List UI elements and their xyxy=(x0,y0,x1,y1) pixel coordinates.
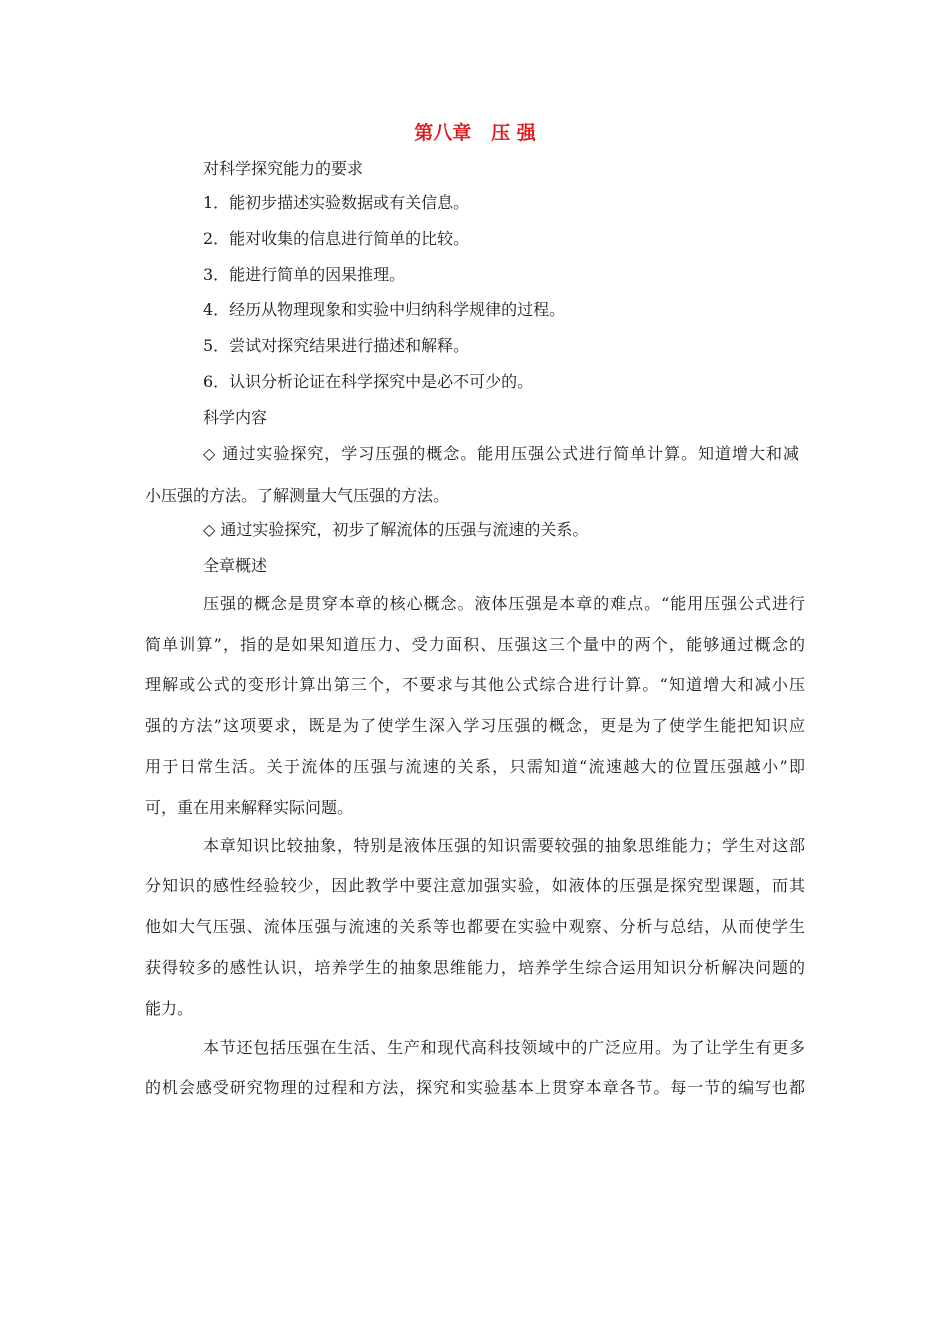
requirement-item: 3．能进行简单的因果推理。 xyxy=(203,265,406,284)
requirements-heading: 对科学探究能力的要求 xyxy=(203,159,364,178)
paragraph-line: 他如大气压强、流体压强与流速的关系等也都要在实验中观察、分析与总结，从而使学生 xyxy=(145,917,805,936)
requirement-item: 4．经历从物理现象和实验中归纳科学规律的过程。 xyxy=(203,300,566,319)
content-heading: 科学内容 xyxy=(203,408,268,427)
paragraph-line: 用于日常生活。关于流体的压强与流速的关系，只需知道“流速越大的位置压强越小”即 xyxy=(145,757,805,776)
content-item: ◇ 通过实验探究，初步了解流体的压强与流速的关系。 xyxy=(203,520,589,539)
content-item-line: ◇ 通过实验探究，学习压强的概念。能用压强公式进行简单计算。知道增大和减 xyxy=(203,444,799,463)
requirement-item: 6．认识分析论证在科学探究中是必不可少的。 xyxy=(203,372,534,391)
paragraph-line: 本章知识比较抽象，特别是液体压强的知识需要较强的抽象思维能力；学生对这部 xyxy=(203,836,805,855)
paragraph-line: 可，重在用来解释实际问题。 xyxy=(145,798,354,817)
paragraph-line: 压强的概念是贯穿本章的核心概念。液体压强是本章的难点。“能用压强公式进行 xyxy=(203,594,805,613)
paragraph-line: 能力。 xyxy=(145,999,194,1018)
paragraph-line: 理解或公式的变形计算出第三个，不要求与其他公式综合进行计算。“知道增大和减小压 xyxy=(145,675,805,694)
requirement-item: 5．尝试对探究结果进行描述和解释。 xyxy=(203,336,470,355)
requirement-item: 1．能初步描述实验数据或有关信息。 xyxy=(203,193,470,212)
paragraph-line: 分知识的感性经验较少，因此教学中要注意加强实验，如液体的压强是探究型课题，而其 xyxy=(145,876,805,895)
paragraph-line: 强的方法”这项要求，既是为了使学生深入学习压强的概念，更是为了使学生能把知识应 xyxy=(145,716,805,735)
paragraph-line: 本节还包括压强在生活、生产和现代高科技领域中的广泛应用。为了让学生有更多 xyxy=(203,1038,805,1057)
paragraph-line: 简单训算”，指的是如果知道压力、受力面积、压强这三个量中的两个，能够通过概念的 xyxy=(145,635,805,654)
content-item-line: 小压强的方法。了解测量大气压强的方法。 xyxy=(145,486,450,505)
overview-heading: 全章概述 xyxy=(203,556,268,575)
requirement-item: 2．能对收集的信息进行简单的比较。 xyxy=(203,229,470,248)
paragraph-line: 的机会感受研究物理的过程和方法，探究和实验基本上贯穿本章各节。每一节的编写也都 xyxy=(145,1078,805,1097)
paragraph-line: 获得较多的感性认识，培养学生的抽象思维能力，培养学生综合运用知识分析解决问题的 xyxy=(145,958,805,977)
chapter-title: 第八章 压 强 xyxy=(414,122,536,144)
